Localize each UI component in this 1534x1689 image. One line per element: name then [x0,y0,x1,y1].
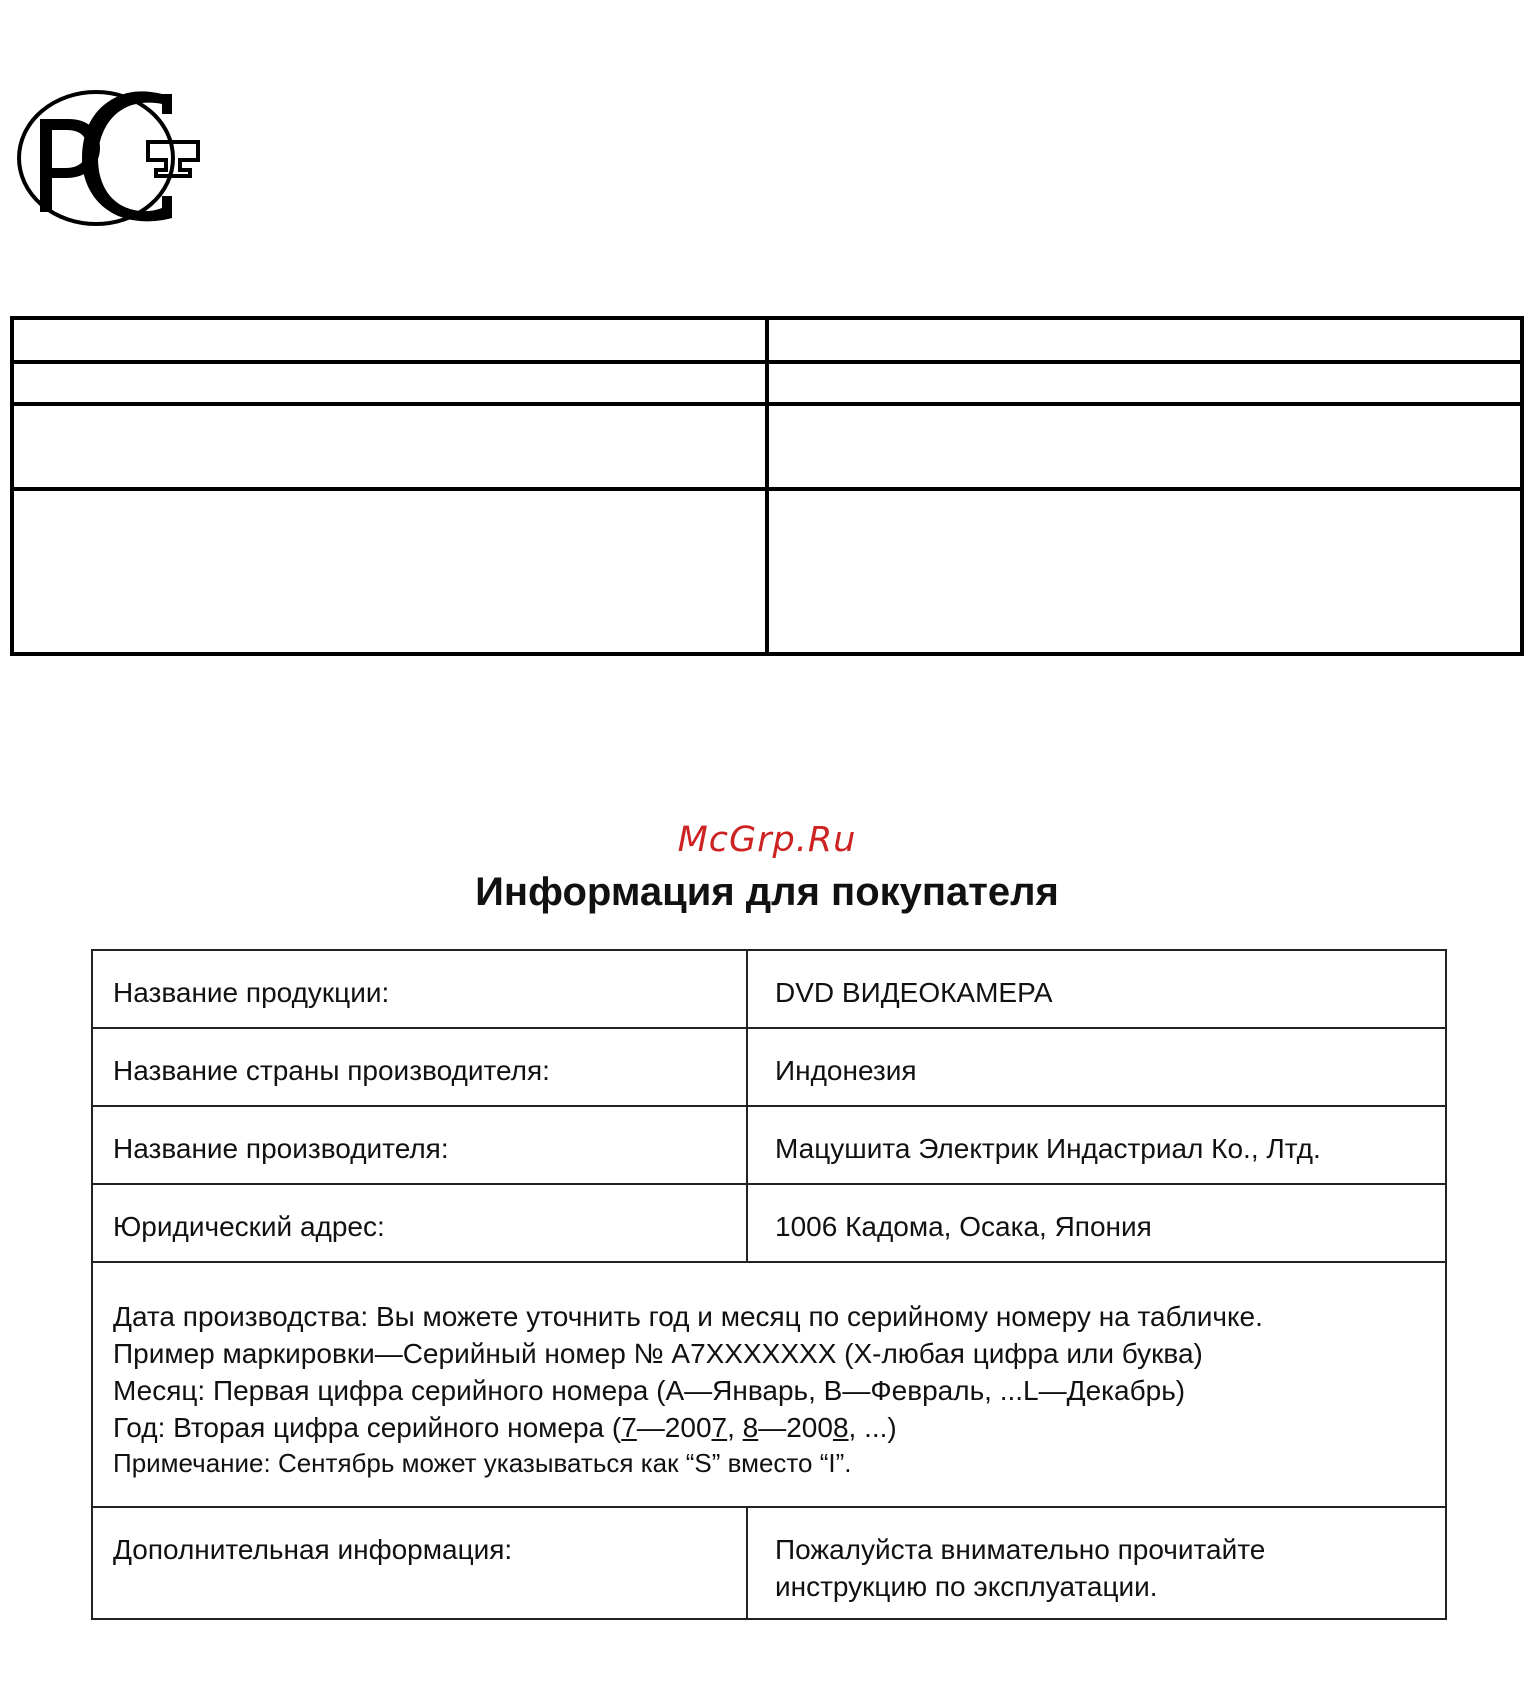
row-label-manufacturer: Название производителя: [92,1106,747,1184]
blank-form-table [10,316,1524,656]
marking-example-line: Пример маркировки—Серийный номер № A7XXXXXXX (X-любая цифра или буква) [113,1338,1203,1369]
year-digit: 8 [832,1412,849,1443]
month-line: Месяц: Первая цифра серийного номера (A—Январь, B—Февраль, ...L—Декабрь) [113,1375,1186,1406]
year-digit: 7 [711,1412,728,1443]
year-line-suffix: , ...) [848,1412,897,1443]
buyer-info-table [91,949,1447,1620]
table-row [92,1507,1446,1619]
row-label-country: Название страны производителя: [92,1028,747,1106]
blank-cell [767,362,1522,404]
extra-value-line: инструкцию по эксплуатации. [775,1571,1158,1602]
production-date-row [92,1262,1446,1507]
row-value-manufacturer: Мацушита Электрик Индастриал Ко., Лтд. [747,1106,1446,1184]
year-digit: 7 [621,1412,637,1443]
year-dash-text: —200 [758,1412,833,1443]
rst-certification-logo [14,86,204,231]
row-label-product: Название продукции: [92,950,747,1028]
row-value-country: Индонезия [747,1028,1446,1106]
year-line [113,1409,1425,1446]
row-value-address: 1006 Кадома, Осака, Япония [747,1184,1446,1262]
note-line: Примечание: Сентябрь может указываться как “S” вместо “I”. [113,1448,852,1478]
year-separator: , [727,1412,743,1443]
page-title: Информация для покупателя [475,870,1059,914]
table-row [92,1184,1446,1262]
blank-cell [767,318,1522,362]
row-label-extra: Дополнительная информация: [92,1507,747,1619]
blank-cell [12,362,767,404]
production-date-line: Дата производства: Вы можете уточнить год и месяц по серийному номеру на табличке. [113,1301,1263,1332]
blank-cell [12,404,767,489]
table-row [92,950,1446,1028]
blank-cell [12,318,767,362]
year-digit: 8 [742,1412,759,1443]
table-row [92,1106,1446,1184]
year-line-prefix: Год: Вторая цифра серийного номера ( [113,1412,622,1443]
year-dash-text: —200 [636,1412,712,1443]
blank-cell [12,489,767,654]
extra-value-line: Пожалуйста внимательно прочитайте [775,1534,1266,1565]
blank-cell [767,404,1522,489]
watermark: McGrp.Ru [677,820,857,860]
table-row [92,1028,1446,1106]
production-date-cell [92,1262,1446,1507]
row-label-address: Юридический адрес: [92,1184,747,1262]
row-value-product: DVD ВИДЕОКАМЕРА [747,950,1446,1028]
blank-cell [767,489,1522,654]
row-value-extra [747,1507,1446,1619]
